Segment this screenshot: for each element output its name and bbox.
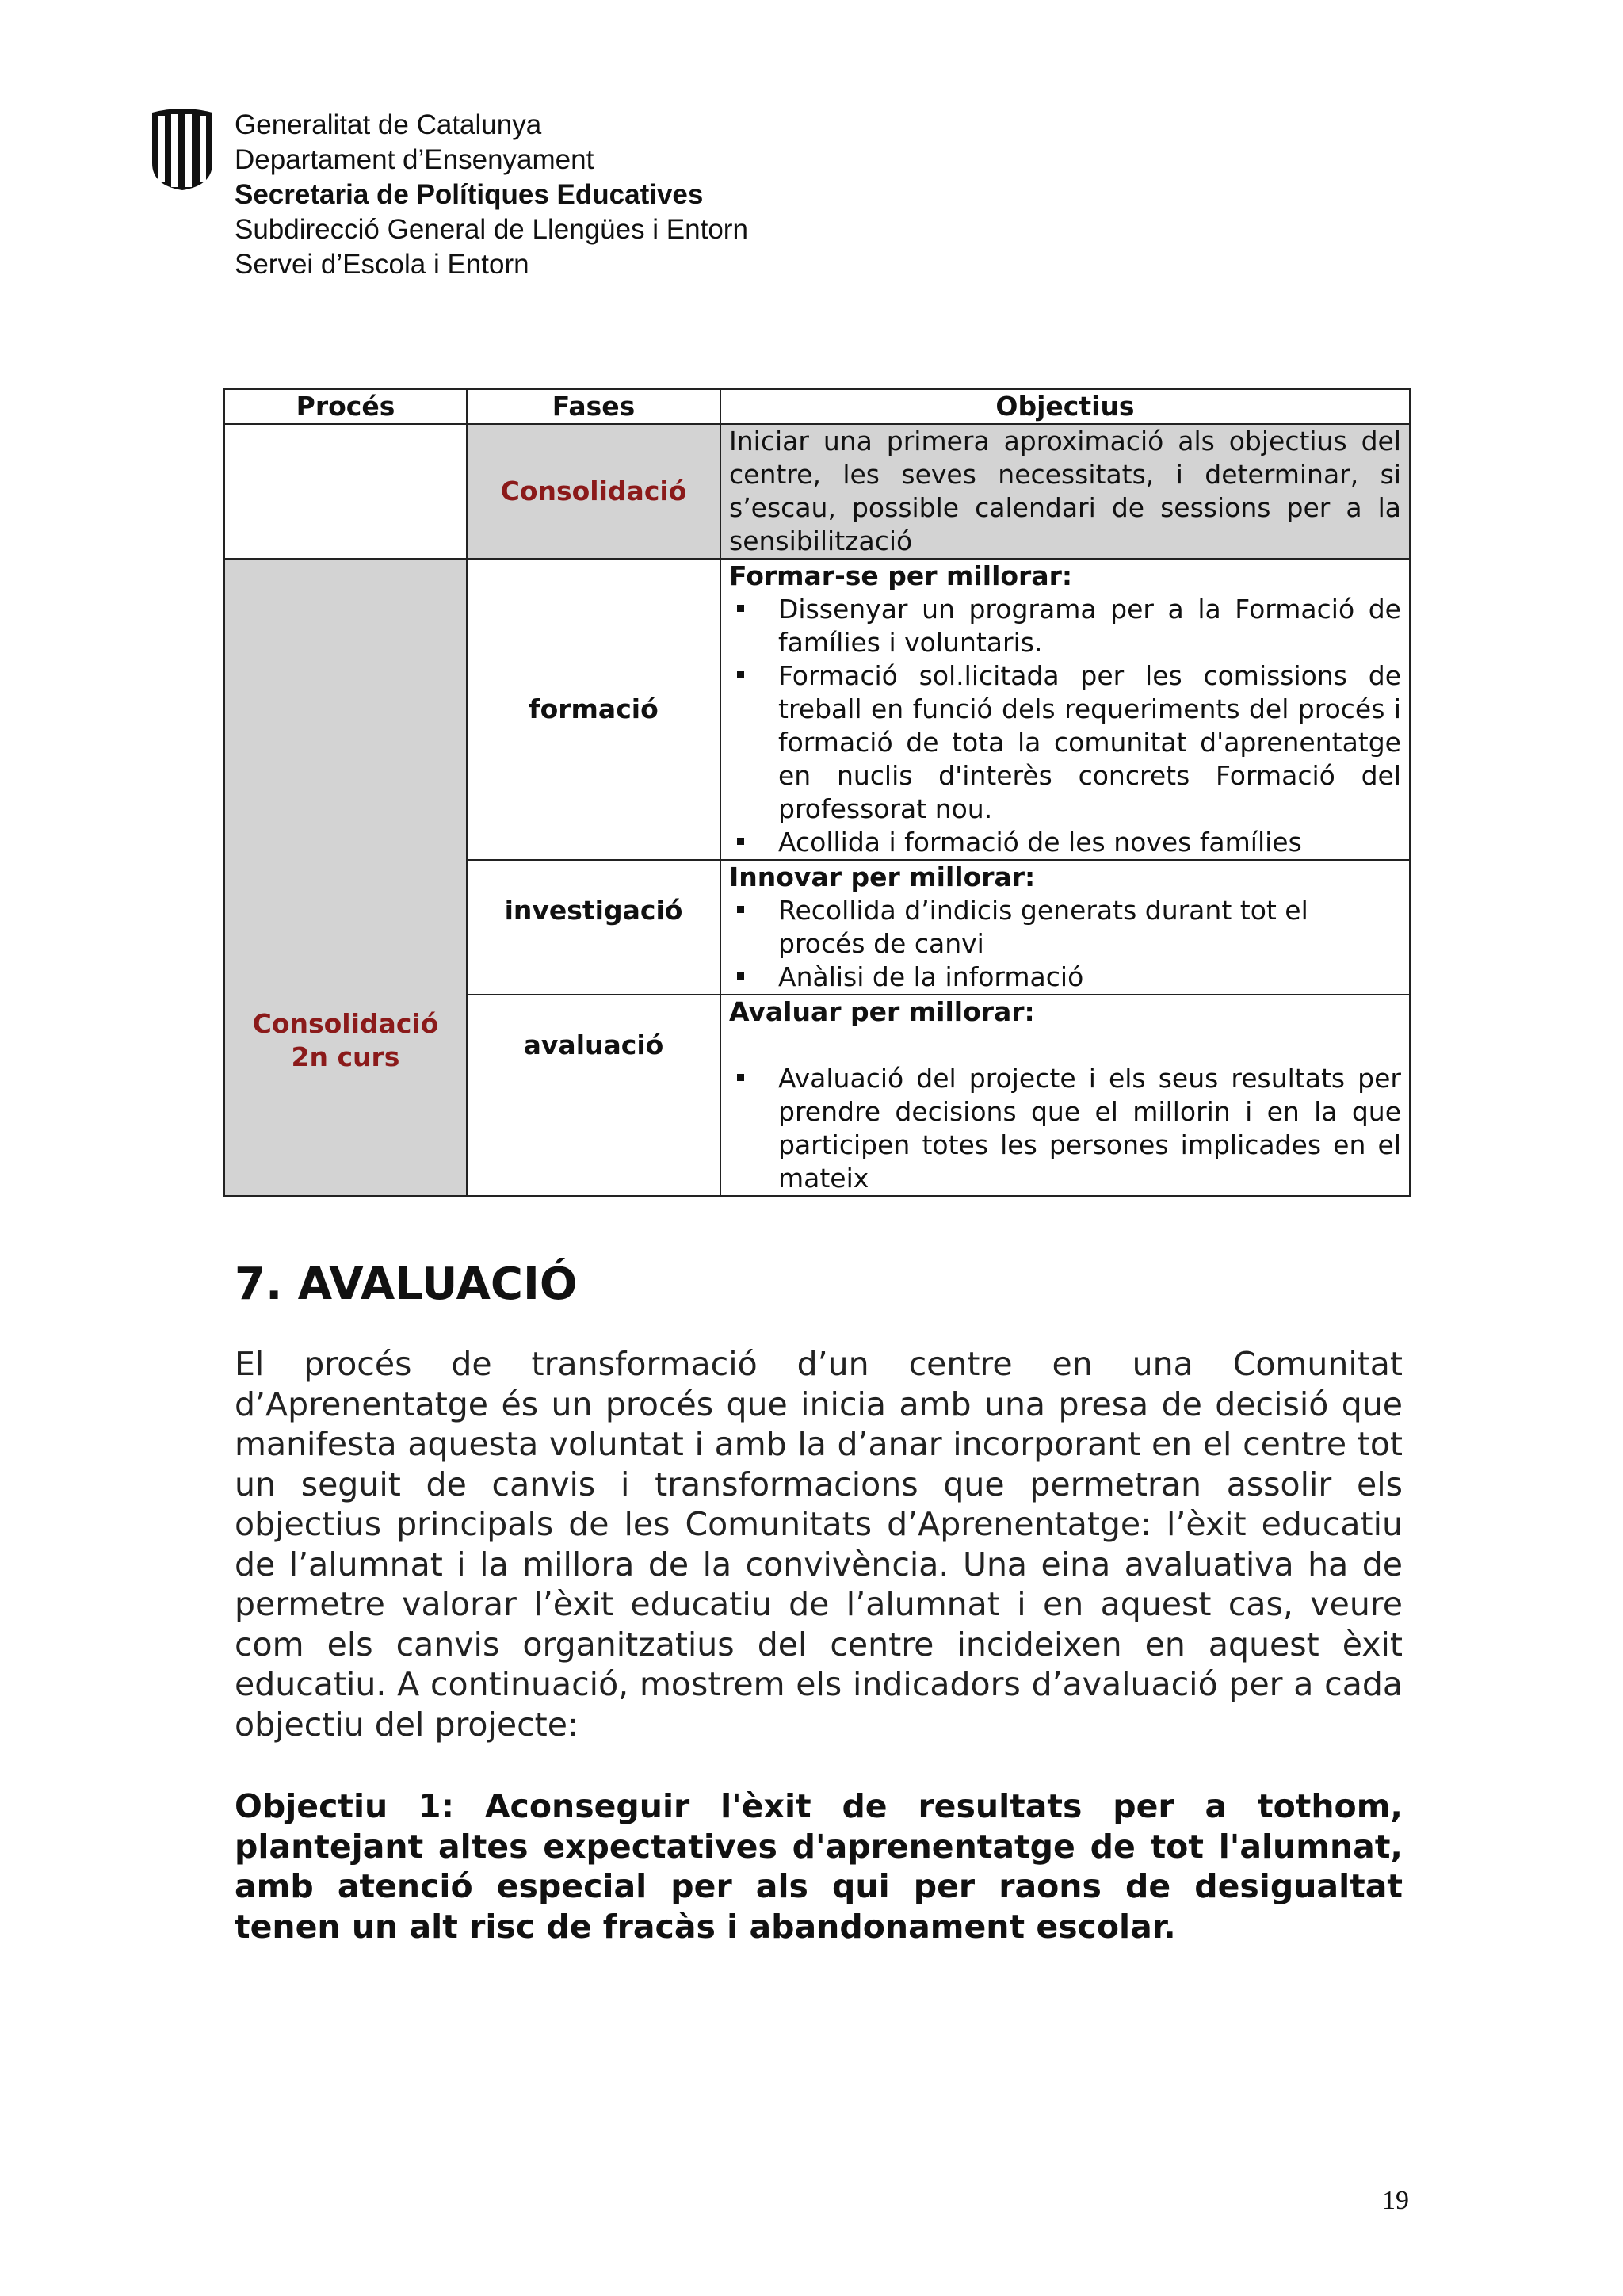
- table-header-row: [224, 389, 1410, 424]
- section-paragraph: El procés de transformació d’un centre en una Comunitat d’Aprenentatge és un procés que inicia amb una presa de decisió que manifesta aquesta voluntat i amb la d’anar incorporant en el centre tot un seguit de canvis i transformacions que permetran assolir els objectius principals de les Comunitats d’Aprenentatge: l’èxit educatiu de l’alumnat i la millora de la convivència. Una eina avaluativa ha de permetre valorar l’èxit educatiu de l’alumnat i en aquest cas, veure com els canvis organitzatius del centre incideixen en aquest èxit educatiu. A continuació, mostrem els indicadors d’avaluació per a cada objectiu del projecte:: [235, 1345, 1403, 1744]
- objective-heading: Objectiu 1: Aconseguir l'èxit de resultats per a tothom, plantejant altes expectatives d'aprenentatge de tot l'alumnat, amb atenció especial per als qui per raons de desigualtat tenen un alt risc de fracàs i abandonament escolar.: [235, 1787, 1403, 1946]
- objectiu-cell: Iniciar una primera aproximació als objectius del centre, les seves necessitats, i determinar, si s’escau, possible calendari de sessions per a la sensibilització: [720, 424, 1410, 559]
- objectiu-cell: [720, 559, 1410, 860]
- list-item: Anàlisi de la informació: [729, 961, 1401, 994]
- header-line-departament: Departament d’Ensenyament: [235, 144, 594, 175]
- header-fases: Fases: [467, 389, 720, 424]
- section-title: 7. AVALUACIÓ: [235, 1259, 578, 1310]
- header-line-servei: Servei d’Escola i Entorn: [235, 249, 529, 280]
- list-item: Recollida d’indicis generats durant tot el procés de canvi: [729, 894, 1401, 961]
- proces-consolidacio-2n-curs: [224, 559, 467, 1196]
- fase-avaluacio: avaluació: [467, 995, 720, 1196]
- bullet-list: [729, 894, 1401, 994]
- objectiu-cell: [720, 995, 1410, 1196]
- fase-investigacio: investigació: [467, 860, 720, 995]
- objectiu-title: Innovar per millorar:: [729, 861, 1036, 892]
- proces-cell-empty: [224, 424, 467, 559]
- objectiu-title: Avaluar per millorar:: [729, 996, 1035, 1027]
- header-objectius: Objectius: [720, 389, 1410, 424]
- objectiu-cell: [720, 860, 1410, 995]
- phases-table: [223, 388, 1411, 1197]
- list-item: Acollida i formació de les noves famílies: [729, 826, 1401, 859]
- objectiu-title: Formar-se per millorar:: [729, 560, 1073, 591]
- fase-consolidacio: Consolidació: [467, 424, 720, 559]
- generalitat-logo-icon: [149, 108, 216, 190]
- proces-sublabel: 2n curs: [291, 1041, 400, 1072]
- bullet-list: [729, 593, 1401, 859]
- bullet-list: [729, 1062, 1401, 1195]
- fase-formacio: formació: [467, 559, 720, 860]
- page-number: 19: [1382, 2186, 1409, 2215]
- header-proces: Procés: [224, 389, 467, 424]
- proces-label: Consolidació: [252, 1008, 439, 1039]
- table-row: [224, 424, 1410, 559]
- list-item: Dissenyar un programa per a la Formació de famílies i voluntaris.: [729, 593, 1401, 659]
- list-item: Avaluació del projecte i els seus resultats per prendre decisions que el millorin i en la que participen totes les persones implicades en el mateix: [729, 1062, 1401, 1195]
- list-item: Formació sol.licitada per les comissions de treball en funció dels requeriments del procés i formació de tota la comunitat d'aprenentatge en nuclis d'interès concrets Formació del professorat nou.: [729, 659, 1401, 826]
- header-line-secretaria: Secretaria de Polítiques Educatives: [235, 179, 704, 210]
- header-line-generalitat: Generalitat de Catalunya: [235, 109, 542, 140]
- header-line-subdireccio: Subdirecció General de Llengües i Entorn: [235, 214, 748, 245]
- table-row: [224, 559, 1410, 860]
